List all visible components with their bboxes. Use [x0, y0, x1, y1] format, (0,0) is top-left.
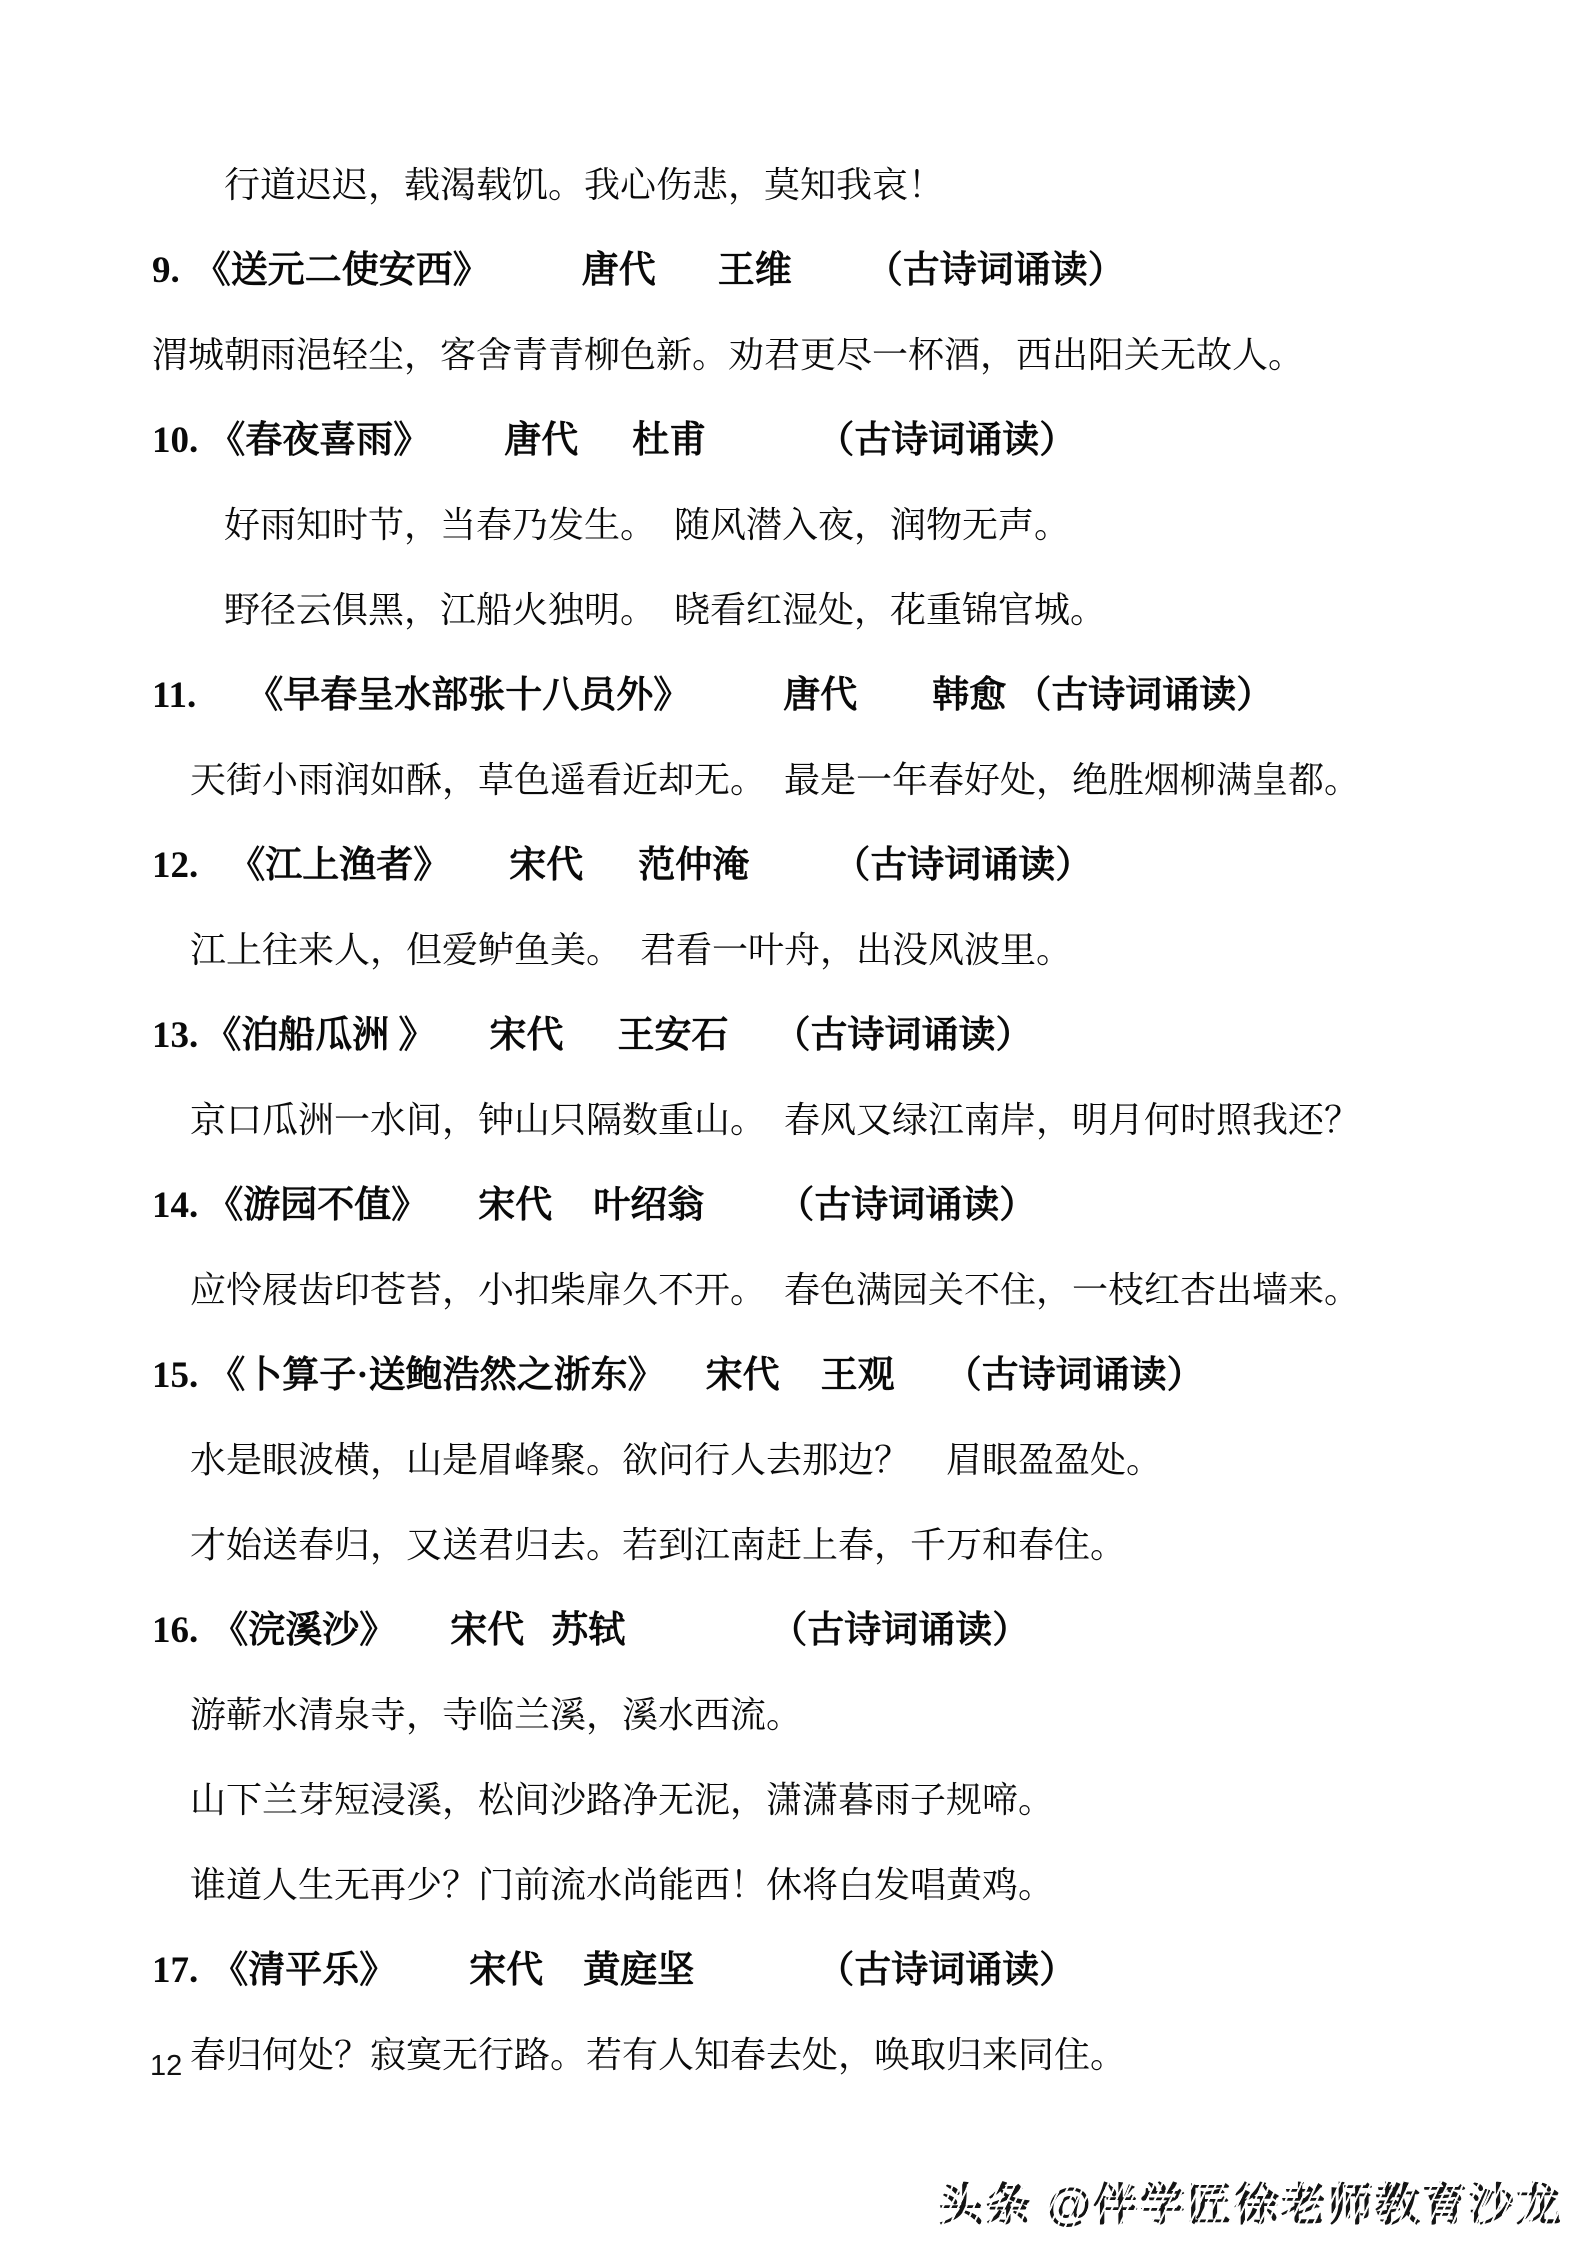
- poem-verse-line: 天街小雨润如酥，草色遥看近却无。 最是一年春好处，绝胜烟柳满皇都。: [190, 760, 1361, 800]
- poem-note: （古诗词诵读）: [817, 1950, 1077, 1991]
- poem-author: 叶绍翁: [593, 1185, 705, 1226]
- poem-verse-line: 谁道人生无再少？门前流水尚能西！休将白发唱黄鸡。: [190, 1865, 1055, 1905]
- poem-verse-line: 应怜屐齿印苍苔，小扣柴扉久不开。 春色满园关不住，一枝红杏出墙来。: [190, 1270, 1361, 1310]
- poem-author: 王维: [717, 250, 792, 291]
- poem-title: 《浣溪沙》: [211, 1610, 397, 1651]
- poem-13-heading: [0, 993, 1587, 1078]
- poem-title: 《卜算子·送鲍浩然之浙东》: [208, 1355, 665, 1396]
- poem-author: 王观: [820, 1355, 895, 1396]
- poem-author: 韩愈: [932, 675, 1007, 716]
- poem-carryover-line: 行道迟迟，载渴载饥。我心伤悲，莫知我哀！: [224, 165, 945, 205]
- poem-15-heading: [0, 1333, 1587, 1418]
- poem-note: （古诗词诵读）: [773, 1015, 1033, 1056]
- poem-14-heading: [0, 1163, 1587, 1248]
- poem-dynasty: 宋代: [469, 1950, 544, 1991]
- poem-title: 《泊船瓜洲 》: [204, 1015, 436, 1056]
- poem-note: （古诗词诵读）: [777, 1185, 1037, 1226]
- poem-number: 10.: [152, 420, 199, 461]
- poem-16-heading: [0, 1588, 1587, 1673]
- poem-verse-line: 山下兰芽短浸溪，松间沙路净无泥，潇潇暮雨子规啼。: [190, 1780, 1055, 1820]
- poem-verse-line: 京口瓜洲一水间，钟山只隔数重山。 春风又绿江南岸，明月何时照我还？: [190, 1100, 1361, 1140]
- poem-verse-line: 才始送春归，又送君归去。若到江南赶上春，千万和春住。: [190, 1525, 1127, 1565]
- poem-verse-line: 好雨知时节，当春乃发生。 随风潜入夜，润物无声。: [224, 505, 1071, 545]
- poem-title: 《游园不值》: [206, 1185, 429, 1226]
- poem-number: 16.: [152, 1610, 199, 1651]
- poem-verse-line: 渭城朝雨浥轻尘，客舍青青柳色新。劝君更尽一杯酒，西出阳关无故人。: [152, 335, 1305, 375]
- poem-number: 13.: [152, 1015, 199, 1056]
- poem-dynasty: 唐代: [783, 675, 858, 716]
- poem-number: 11.: [152, 675, 197, 716]
- poem-dynasty: 宋代: [478, 1185, 553, 1226]
- poem-dynasty: 宋代: [489, 1015, 564, 1056]
- poem-dynasty: 宋代: [509, 845, 584, 886]
- poem-dynasty: 宋代: [450, 1610, 525, 1651]
- poem-title: 《江上渔者》: [228, 845, 451, 886]
- poem-title: 《送元二使安西》: [193, 250, 490, 291]
- page-number: 12: [150, 2050, 183, 2082]
- poem-title: 《清平乐》: [211, 1950, 397, 1991]
- poem-9-heading: [0, 228, 1587, 313]
- poem-number: 9.: [152, 250, 180, 291]
- poem-note: （古诗词诵读）: [770, 1610, 1030, 1651]
- poem-author: 范仲淹: [638, 845, 750, 886]
- poem-dynasty: 宋代: [705, 1355, 780, 1396]
- poem-verse-line: 水是眼波横，山是眉峰聚。欲问行人去那边？ 眉眼盈盈处。: [190, 1440, 1163, 1480]
- poem-author: 杜甫: [632, 420, 707, 461]
- poem-17-heading: [0, 1928, 1587, 2013]
- poem-note: （古诗词诵读）: [944, 1355, 1204, 1396]
- poem-verse-line: 江上往来人，但爱鲈鱼美。 君看一叶舟，出没风波里。: [190, 930, 1073, 970]
- poem-12-heading: [0, 823, 1587, 908]
- poem-note: （古诗词诵读）: [1014, 675, 1274, 716]
- poem-author: 王安石: [617, 1015, 729, 1056]
- poem-10-heading: [0, 398, 1587, 483]
- poem-note: （古诗词诵读）: [865, 250, 1125, 291]
- poem-number: 14.: [152, 1185, 199, 1226]
- poem-title: 《早春呈水部张十八员外》: [246, 675, 691, 716]
- poem-number: 17.: [152, 1950, 199, 1991]
- poem-number: 12.: [152, 845, 199, 886]
- poem-note: （古诗词诵读）: [833, 845, 1093, 886]
- poem-author: 苏轼: [551, 1610, 626, 1651]
- poem-dynasty: 唐代: [581, 250, 656, 291]
- poem-verse-line: 游蕲水清泉寺，寺临兰溪，溪水西流。: [190, 1695, 803, 1735]
- poem-author: 黄庭坚: [583, 1950, 695, 1991]
- poem-11-heading: [0, 653, 1587, 738]
- poem-verse-line: 野径云俱黑，江船火独明。 晓看红湿处，花重锦官城。: [224, 590, 1107, 630]
- poem-dynasty: 唐代: [504, 420, 579, 461]
- poem-title: 《春夜喜雨》: [208, 420, 431, 461]
- poem-number: 15.: [152, 1355, 199, 1396]
- watermark: 头条 @伴学匠徐老师教育沙龙: [939, 2168, 1563, 2233]
- poem-verse-line: 春归何处？寂寞无行路。若有人知春去处，唤取归来同住。: [190, 2035, 1127, 2075]
- poem-note: （古诗词诵读）: [817, 420, 1077, 461]
